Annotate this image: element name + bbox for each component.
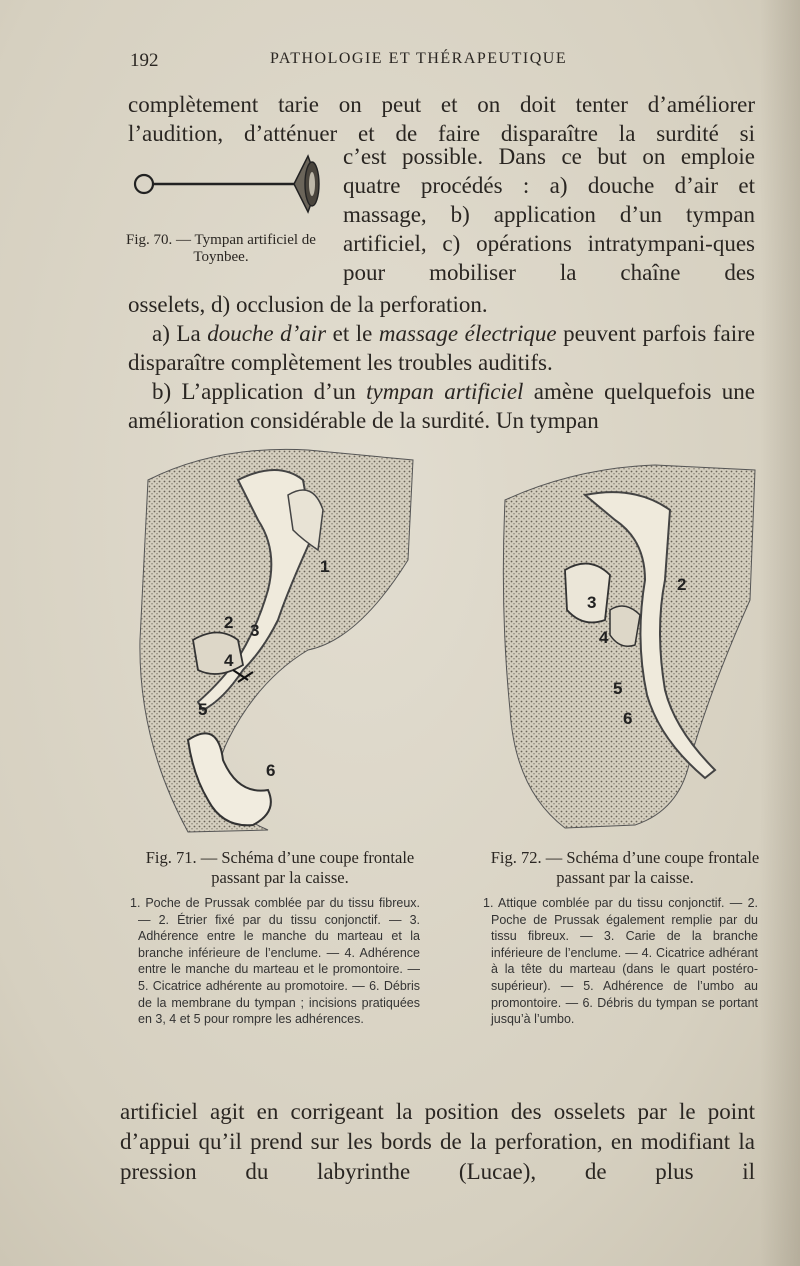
fig72-caption: Fig. 72. — Schéma d’une coupe frontale passant par la caisse. [490,848,760,887]
fig71-label-3: 3 [250,621,260,640]
page-spine-shadow [760,0,800,1266]
fig72-legend-text: 1. Attique comblée par du tissu conjonctif. — 2. Poche de Prussak également remplie par du tissu fibreux. — 3. Carie de la branche inférieure de l’enclume. — 4. Cicatrice adhérant à la tête du marteau (dans le quart postéro-supérieur). — 5. Adhérence de l’umbo au promontoire. — 6. Débris du tympan se portant jusqu’à l’umbo. [483,896,758,1027]
para-a-prefix: a) La [152,321,208,346]
fig72-label-5: 5 [613,679,623,698]
para-b-suffix: amène quelquefois une amélioration considérable de la surdité. Un tympan [128,379,755,433]
fig72-label-4: 4 [599,628,609,647]
bottom-paragraph: artificiel agit en corrigeant la position des osselets par le point d’appui qu’il prend sur les bords de la perforation, en modifiant la pression du labyrinthe (Lucae), de plus il [120,1099,755,1184]
fig71-label-5: 5 [198,700,208,719]
text-line: osselets, d) occlusion de la perforation. [128,292,488,317]
fig71-illustration [128,440,418,835]
fig71-label-6: 6 [266,761,276,780]
wrapped-text [343,142,755,287]
fig72-illustration [495,460,765,835]
para-b-prefix: b) L’application d’un [152,379,367,404]
paragraph-a [128,319,755,377]
bottom-text-block [120,1097,755,1187]
top-text-block [128,90,755,148]
fig71-legend-text: 1. Poche de Prussak comblée par du tissu fibreux. — 2. Étrier fixé par du tissu conjonctif. — 3. Adhérence entre le manche du marteau et la branche inférieure de l’enclume. — 4. Adhérence entre le manche du marteau et le promontoire. — 5. Cicatrice adhérente au promotoire. — 6. Débris de la membrane du tympan ; incisions pratiquées en 3, 4 et 5 pour rompre les adhérences. [130,896,420,1027]
fig70-tympan-illustration [132,148,332,218]
fig72-label-2: 2 [677,575,687,594]
text-line: complètement tarie on peut et on doit tenter d’améliorer [128,92,755,117]
fig71-label-2: 2 [224,613,234,632]
text-wrap-paragraph: c’est possible. Dans ce but on emploie quatre procédés : a) douche d’air et massage, b) application d’un tympan artificiel, c) opérations intratympani-ques pour mobiliser la chaîne des [343,144,755,285]
fig70-caption: Fig. 70. — Tympan artificiel de Toynbee. [126,232,316,265]
page-number: 192 [130,50,159,71]
fig71-caption: Fig. 71. — Schéma d’une coupe frontale passant par la caisse. [145,848,415,887]
para-a-em2: massage électrique [378,321,557,346]
fig71-label-1: 1 [320,557,330,576]
fig72-legend [483,895,758,1028]
para-b-em: tympan artificiel [366,379,524,404]
para-a-mid: et le [326,321,379,346]
para-a-em1: douche d’air [207,321,327,346]
fig72-label-6: 6 [623,709,633,728]
paragraph-b [128,377,755,435]
running-title: PATHOLOGIE ET THÉRAPEUTIQUE [270,50,568,67]
body-paragraphs [128,290,755,435]
text-line: l’audition, d’atténuer et de faire disparaître la surdité si [128,121,755,146]
fig72-label-3: 3 [587,593,597,612]
fig71-label-4: 4 [224,651,234,670]
page-header [120,50,760,76]
fig71-legend [130,895,420,1028]
para-a-suffix: peuvent parfois faire disparaître complètement les troubles auditifs. [128,321,755,375]
